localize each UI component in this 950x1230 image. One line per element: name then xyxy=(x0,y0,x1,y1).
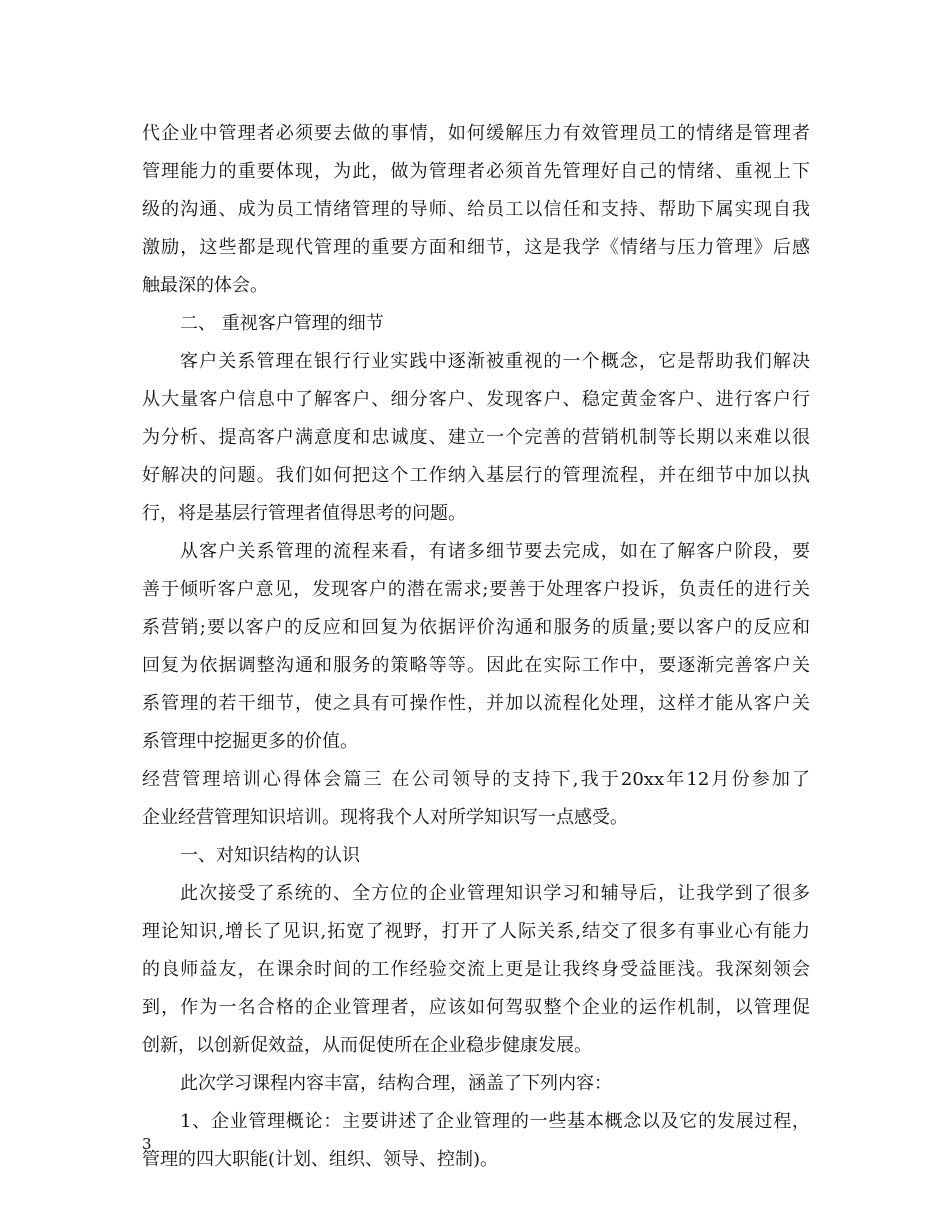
text-line: 系管理中挖掘更多的价值。 xyxy=(142,731,358,752)
article-title-line: 经营管理培训心得体会篇三 在公司领导的支持下,我于20xx年12月份参加了 xyxy=(142,769,810,790)
text-line: 激励，这些都是现代管理的重要方面和细节，这是我学《情绪与压力管理》后感 xyxy=(142,237,810,258)
text-line: 触最深的体会。 xyxy=(142,275,268,296)
text-line: 客户关系管理在银行行业实践中逐渐被重视的一个概念，它是帮助我们解决 xyxy=(180,351,810,372)
text-line: 企业经营管理知识培训。现将我个人对所学知识写一点感受。 xyxy=(142,807,628,828)
section-heading: 二、 重视客户管理的细节 xyxy=(180,313,384,334)
text-line: 管理能力的重要体现，为此，做为管理者必须首先管理好自己的情绪、重视上下 xyxy=(142,161,810,182)
text-line: 此次学习课程内容丰富，结构合理，涵盖了下列内容： xyxy=(180,1073,612,1094)
text-line: 级的沟通、成为员工情绪管理的导师、给员工以信任和支持、帮助下属实现自我 xyxy=(142,199,810,220)
section-heading: 一、对知识结构的认识 xyxy=(180,845,360,866)
text-line: 善于倾听客户意见，发现客户的潜在需求;要善于处理客户投诉，负责任的进行关 xyxy=(142,579,810,600)
text-line: 创新，以创新促效益，从而促使所在企业稳步健康发展。 xyxy=(142,1035,592,1056)
text-line: 行，将是基层行管理者值得思考的问题。 xyxy=(142,503,466,524)
text-line: 系管理的若干细节，使之具有可操作性，并加以流程化处理，这样才能从客户关 xyxy=(142,693,810,714)
text-line: 1、企业管理概论：主要讲述了企业管理的一些基本概念以及它的发展过程， xyxy=(180,1111,810,1132)
text-line: 从客户关系管理的流程来看，有诸多细节要去完成，如在了解客户阶段，要 xyxy=(180,541,810,562)
text-line: 此次接受了系统的、全方位的企业管理知识学习和辅导后，让我学到了很多 xyxy=(180,883,810,904)
text-line: 理论知识,增长了见识,拓宽了视野，打开了人际关系,结交了很多有事业心有能力 xyxy=(142,921,810,942)
page-number: 3 xyxy=(142,1135,152,1153)
text-line: 好解决的问题。我们如何把这个工作纳入基层行的管理流程，并在细节中加以执 xyxy=(142,465,810,486)
text-line: 从大量客户信息中了解客户、细分客户、发现客户、稳定黄金客户、进行客户行 xyxy=(142,389,810,410)
text-line: 到，作为一名合格的企业管理者，应该如何驾驭整个企业的运作机制，以管理促 xyxy=(142,997,810,1018)
text-line: 回复为依据调整沟通和服务的策略等等。因此在实际工作中，要逐渐完善客户关 xyxy=(142,655,810,676)
document-body xyxy=(142,115,810,1179)
text-line: 的良师益友，在课余时间的工作经验交流上更是让我终身受益匪浅。我深刻领会 xyxy=(142,959,810,980)
text-line: 为分析、提高客户满意度和忠诚度、建立一个完善的营销机制等长期以来难以很 xyxy=(142,427,810,448)
text-line: 管理的四大职能(计划、组织、领导、控制)。 xyxy=(142,1149,499,1170)
text-line: 系营销;要以客户的反应和回复为依据评价沟通和服务的质量;要以客户的反应和 xyxy=(142,617,810,638)
text-line: 代企业中管理者必须要去做的事情，如何缓解压力有效管理员工的情绪是管理者 xyxy=(142,123,810,144)
